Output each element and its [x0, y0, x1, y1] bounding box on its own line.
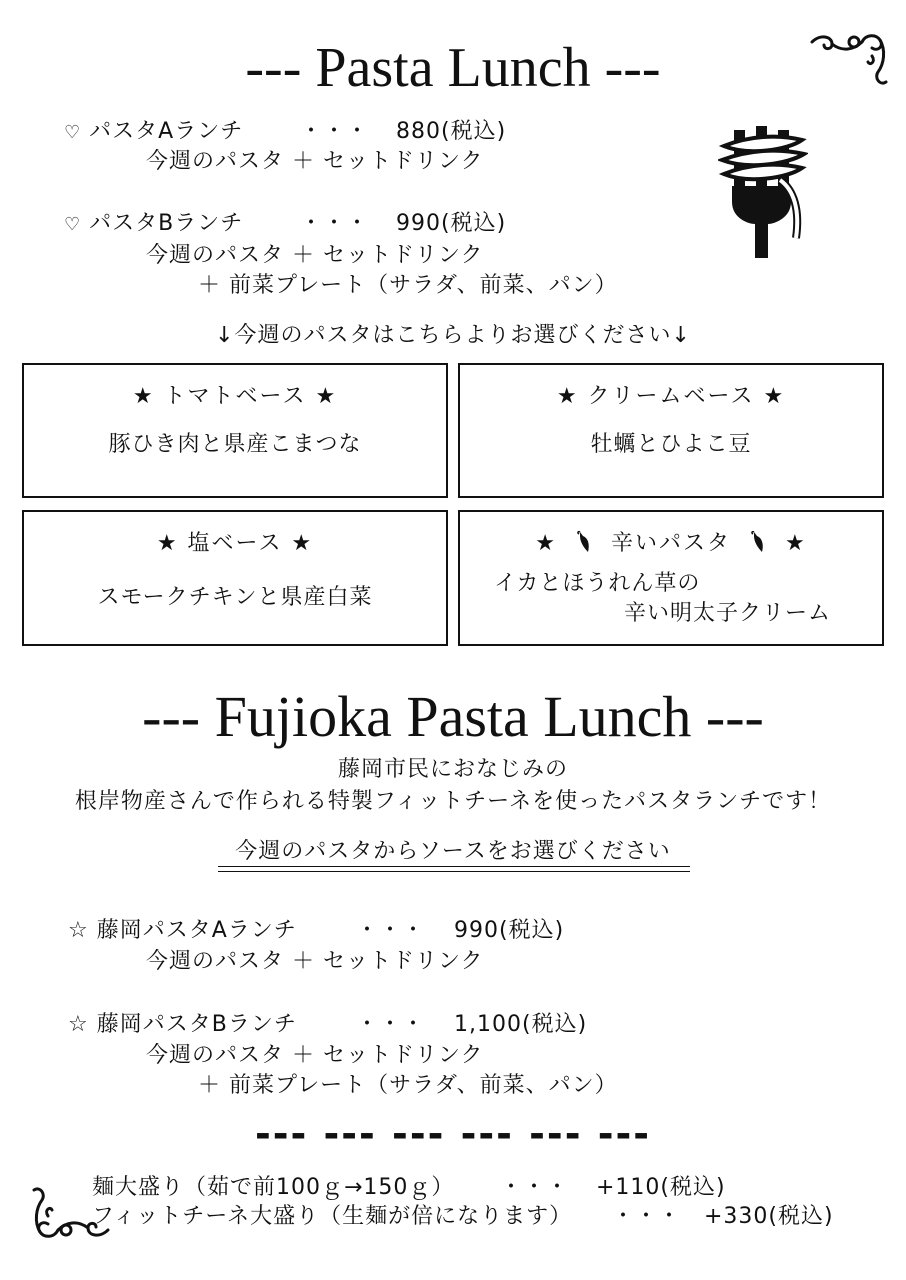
- pasta-a-desc: 今週のパスタ ＋ セットドリンク: [146, 149, 484, 174]
- spicy-pasta-heading: [460, 526, 882, 557]
- option-double-fettuccine-label: フィットチーネ大盛り（生麺が倍になります）: [92, 1204, 573, 1229]
- heart-icon: ♡: [64, 122, 82, 143]
- flourish-ornament-icon: [806, 30, 890, 92]
- star-outline-icon: ☆: [68, 918, 89, 943]
- star-outline-icon: ☆: [68, 1012, 89, 1037]
- salt-base-box: [22, 510, 448, 646]
- cream-base-pasta: 牡蠣とひよこ豆: [590, 432, 752, 457]
- spicy-pasta-box: [458, 510, 884, 646]
- choose-sauce-note: 今週のパスタからソースをお選びください: [235, 839, 671, 864]
- option-large-noodle-dots: ・・・: [500, 1175, 570, 1200]
- salt-base-pasta: スモークチキンと県産白菜: [97, 585, 373, 610]
- chili-pepper-icon: [748, 530, 768, 554]
- chili-pepper-icon: [574, 530, 594, 554]
- pasta-b-dots: ・・・: [300, 211, 370, 236]
- fujioka-b-dots: ・・・: [356, 1012, 426, 1037]
- option-double-fettuccine-dots: ・・・: [612, 1204, 682, 1229]
- fujioka-a-dots: ・・・: [356, 918, 426, 943]
- pasta-a-name: パスタAランチ: [89, 119, 244, 144]
- spicy-pasta-line1: イカとほうれん草の: [494, 571, 701, 596]
- fujioka-a-name: 藤岡パスタAランチ: [96, 918, 297, 943]
- pasta-a-line: [64, 114, 243, 145]
- choose-pasta-note: ↓今週のパスタはこちらよりお選びください↓: [215, 323, 691, 348]
- heart-icon: ♡: [64, 214, 82, 235]
- pasta-a-dots: ・・・: [300, 119, 370, 144]
- option-large-noodle-price: +110(税込): [596, 1175, 726, 1200]
- pasta-b-line: [64, 206, 243, 237]
- flourish-ornament-icon: [30, 1180, 114, 1242]
- tomato-base-pasta: 豚ひき肉と県産こまつな: [108, 432, 362, 457]
- pasta-b-price: 990(税込): [396, 211, 507, 236]
- star-right: ★: [785, 531, 807, 556]
- dash-separator: --- --- --- --- --- ---: [254, 1112, 652, 1156]
- double-underline-bottom: [218, 871, 690, 872]
- tomato-base-heading: ★ トマトベース ★: [132, 384, 338, 409]
- fujioka-a-desc: 今週のパスタ ＋ セットドリンク: [146, 949, 484, 974]
- pasta-b-name: パスタBランチ: [89, 211, 244, 236]
- cream-base-heading: ★ クリームベース ★: [556, 384, 786, 409]
- double-underline-top: [218, 866, 690, 867]
- fujioka-a-price: 990(税込): [454, 918, 565, 943]
- fujioka-pasta-lunch-title: --- Fujioka Pasta Lunch ---: [142, 684, 764, 749]
- intro-line-1: 藤岡市民におなじみの: [337, 757, 568, 782]
- fujioka-a-line: [68, 913, 297, 944]
- intro-line-2: 根岸物産さんで作られる特製フィットチーネを使ったパスタランチです！: [74, 789, 832, 814]
- tomato-base-box: [22, 363, 448, 498]
- pasta-b-desc2: ＋ 前菜プレート（サラダ、前菜、パン）: [198, 273, 618, 298]
- fujioka-b-desc2: ＋ 前菜プレート（サラダ、前菜、パン）: [198, 1073, 618, 1098]
- cream-base-box: [458, 363, 884, 498]
- option-double-fettuccine-price: +330(税込): [704, 1204, 834, 1229]
- option-large-noodle-label: 麺大盛り（茹で前100ｇ→150ｇ）: [92, 1175, 455, 1200]
- salt-base-heading: ★ 塩ベース ★: [156, 531, 314, 556]
- pasta-a-price: 880(税込): [396, 119, 507, 144]
- fujioka-b-price: 1,100(税込): [454, 1012, 588, 1037]
- pasta-b-desc: 今週のパスタ ＋ セットドリンク: [146, 243, 484, 268]
- pasta-lunch-title: --- Pasta Lunch ---: [245, 37, 661, 99]
- fujioka-b-desc: 今週のパスタ ＋ セットドリンク: [146, 1043, 484, 1068]
- star-left: ★: [535, 531, 557, 556]
- spicy-pasta-line2: 辛い明太子クリーム: [624, 601, 832, 626]
- fujioka-b-name: 藤岡パスタBランチ: [96, 1012, 297, 1037]
- fork-with-pasta-icon: [718, 126, 808, 262]
- spicy-pasta-label: 辛いパスタ: [610, 531, 731, 556]
- fujioka-b-line: [68, 1007, 297, 1038]
